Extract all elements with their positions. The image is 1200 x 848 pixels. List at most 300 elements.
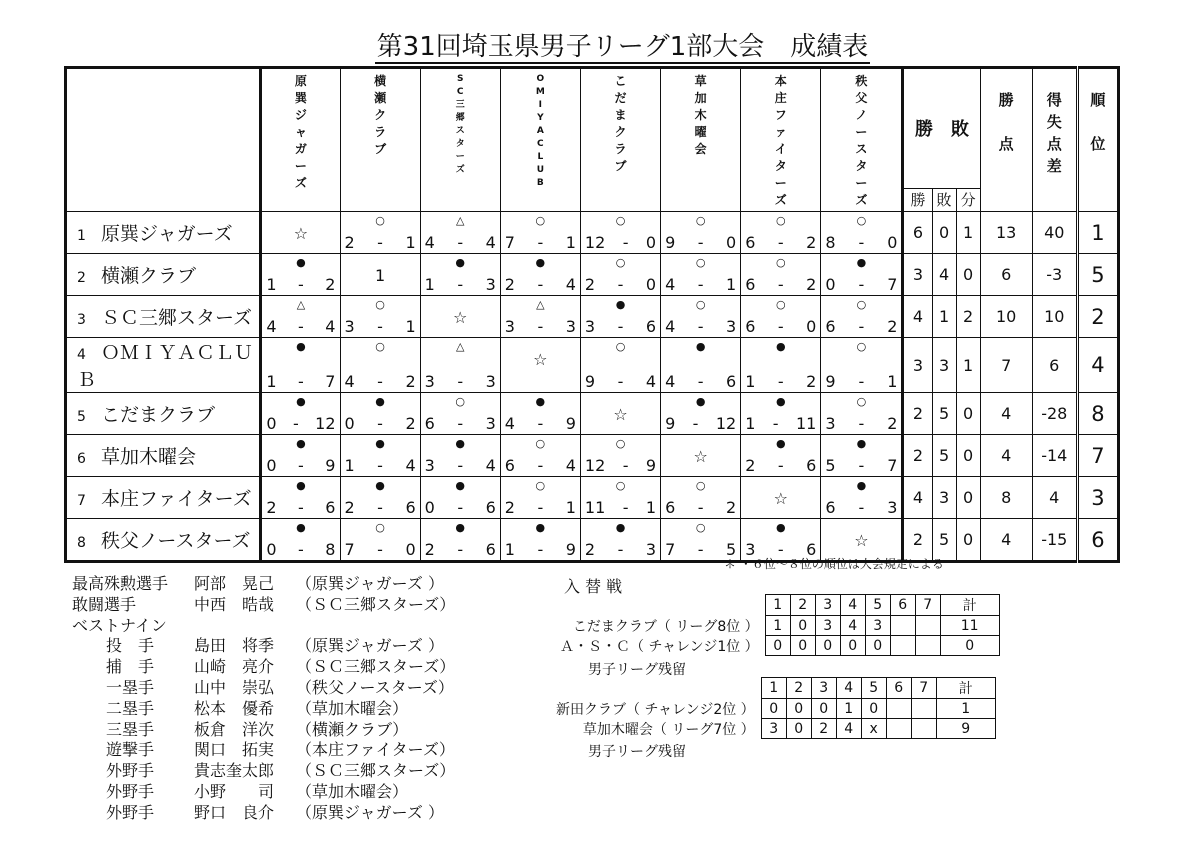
match-score: [825, 317, 897, 336]
result-mark: ●: [856, 437, 867, 450]
match-score: [825, 498, 897, 517]
result-mark: ●: [375, 437, 385, 450]
match-result: [420, 254, 500, 296]
team-row: [66, 296, 1119, 338]
result-mark: ●: [296, 256, 306, 269]
match-result: [580, 393, 660, 435]
inning-score: 0: [865, 636, 890, 656]
match-result: [580, 212, 660, 254]
match-result: [500, 296, 580, 338]
column-team-name: 横 瀬 ク ラ ブ: [340, 68, 420, 212]
losses-value: 4: [932, 254, 956, 296]
wins-value: 4: [903, 477, 932, 519]
inning-header: 2: [790, 595, 815, 616]
points-value: 13: [980, 212, 1032, 254]
match-result: [821, 393, 903, 435]
inning-header: 2: [786, 678, 811, 699]
score-for: 2: [745, 456, 756, 475]
match-result: [420, 477, 500, 519]
team-name: 原巽ジャガーズ: [101, 223, 233, 245]
match-result: [741, 296, 821, 338]
match-score: [345, 540, 416, 559]
inning-header: 3: [815, 595, 840, 616]
losses-value: 5: [932, 519, 956, 562]
score-for: 2: [504, 275, 515, 294]
match-result: [340, 393, 420, 435]
player-team: （ＳＣ三郷スターズ）: [296, 761, 456, 781]
score-for: 6: [424, 414, 435, 433]
rank-value: 6: [1077, 519, 1118, 562]
score-for: 0: [266, 456, 277, 475]
inning-header: 計: [940, 595, 999, 616]
score-against: 0: [726, 233, 737, 252]
score-dash: -: [617, 275, 624, 294]
match-result: [500, 519, 580, 562]
match-score: [345, 317, 416, 336]
self-match-star: ☆: [613, 405, 628, 424]
score-against: 3: [485, 414, 496, 433]
score-against: 5: [726, 540, 737, 559]
inning-score: [890, 636, 915, 656]
inning-score: 4: [836, 719, 861, 739]
score-dash: -: [622, 498, 629, 517]
score-dash: -: [697, 372, 704, 391]
score-for: 4: [665, 372, 676, 391]
score-for: 1: [424, 275, 435, 294]
score-for: 2: [504, 498, 515, 517]
draws-value: 0: [956, 254, 980, 296]
score-for: 7: [665, 540, 676, 559]
match-score: [745, 372, 816, 391]
score-against: 3: [485, 372, 496, 391]
score-for: 4: [665, 275, 676, 294]
wins-value: 2: [903, 519, 932, 562]
rank-header: 順 位: [1077, 68, 1118, 212]
score-against: 0: [405, 540, 416, 559]
playoff-team-row: [556, 699, 995, 719]
result-mark: ○: [695, 479, 706, 492]
match-result: [340, 212, 420, 254]
inning-header: 5: [861, 678, 886, 699]
team-row: [66, 212, 1119, 254]
result-mark: ●: [535, 521, 546, 534]
award-player: 中西 晧哉: [194, 594, 275, 614]
result-mark: ●: [455, 437, 466, 450]
result-mark: ○: [375, 340, 385, 353]
position: 二塁手: [106, 698, 155, 718]
playoff-team-label: こだまクラブ（ リーグ8位 ）: [572, 618, 759, 635]
losses-value: 5: [932, 393, 956, 435]
playoff-team-label: Ａ・Ｓ・Ｃ（ チャレンジ1位 ）: [560, 638, 759, 655]
inning-header: 6: [886, 678, 911, 699]
points-value: 6: [980, 254, 1032, 296]
score-dash: -: [537, 540, 544, 559]
score-dash: -: [377, 456, 383, 475]
team-row: [66, 519, 1119, 562]
score-dash: -: [697, 317, 704, 336]
draws-value: 0: [956, 477, 980, 519]
match-result: [340, 519, 420, 562]
match-score: [505, 456, 576, 475]
score-dash: -: [457, 372, 464, 391]
score-for: 6: [745, 233, 756, 252]
score-for: 3: [424, 456, 435, 475]
score-dash: -: [777, 317, 784, 336]
result-mark: ●: [296, 395, 306, 408]
score-dash: -: [298, 540, 304, 559]
match-score: [585, 540, 656, 559]
playoff-team-row: [560, 616, 999, 636]
player-name: 島田 将季: [194, 636, 275, 656]
inning-score: 2: [811, 719, 836, 739]
score-dash: -: [457, 233, 464, 252]
inning-score: 0: [765, 636, 790, 656]
match-result: [741, 393, 821, 435]
match-score: [585, 456, 656, 475]
score-for: 7: [504, 233, 515, 252]
match-result: [821, 296, 903, 338]
score-against: 2: [887, 414, 898, 433]
result-mark: ●: [296, 521, 306, 534]
wins-value: 6: [903, 212, 932, 254]
score-dash: -: [772, 414, 779, 433]
loss-col-header: 敗: [932, 188, 956, 211]
score-for: 9: [825, 372, 836, 391]
score-for: 6: [745, 275, 756, 294]
score-against: 1: [565, 498, 576, 517]
match-result: [340, 254, 420, 296]
score-dash: -: [777, 540, 784, 559]
match-result: [661, 296, 741, 338]
team-name: 草加木曜会: [101, 446, 197, 468]
standings-table: [64, 66, 1120, 563]
score-for: 2: [584, 540, 596, 559]
result-mark: ○: [856, 298, 867, 311]
score-dash: -: [777, 275, 784, 294]
score-dash: -: [858, 414, 865, 433]
player-team: （横瀬クラブ）: [296, 719, 409, 739]
match-result: [500, 393, 580, 435]
score-against: 9: [565, 414, 576, 433]
match-result: [420, 519, 500, 562]
team-name: こだまクラブ: [101, 404, 216, 426]
draws-value: 0: [956, 435, 980, 477]
score-against: 1: [565, 233, 576, 252]
score-for: 9: [584, 372, 596, 391]
match-result: [580, 338, 660, 393]
match-result: [661, 212, 741, 254]
team-number: 4: [77, 347, 86, 363]
wins-value: 2: [903, 435, 932, 477]
match-score: [585, 275, 656, 294]
score-dash: -: [858, 372, 865, 391]
score-dash: -: [697, 540, 704, 559]
award-row: [72, 574, 455, 595]
match-result: [821, 338, 903, 393]
score-against: 4: [325, 317, 336, 336]
score-dash: -: [537, 275, 544, 294]
match-score: [665, 372, 736, 391]
draws-value: 1: [956, 212, 980, 254]
match-result: [261, 477, 340, 519]
result-mark: ○: [695, 298, 706, 311]
goal-diff-value: -14: [1032, 435, 1077, 477]
score-against: 2: [806, 372, 817, 391]
inning-score: [890, 616, 915, 636]
match-score: [266, 540, 335, 559]
inning-header: 1: [765, 595, 790, 616]
score-for: 6: [504, 456, 515, 475]
match-score: [585, 233, 656, 252]
position: 三塁手: [106, 719, 155, 739]
wins-value: 4: [903, 296, 932, 338]
score-dash: -: [537, 233, 544, 252]
score-for: 2: [344, 233, 355, 252]
playoff-game-1-note: 男子リーグ残留: [588, 662, 686, 678]
score-for: 4: [266, 317, 277, 336]
match-result: [420, 212, 500, 254]
goal-diff-value: 40: [1032, 212, 1077, 254]
match-score: [345, 456, 416, 475]
score-dash: -: [617, 540, 624, 559]
score-for: 12: [584, 456, 606, 475]
score-against: 6: [726, 372, 737, 391]
result-mark: ○: [615, 437, 626, 450]
match-score: [505, 317, 576, 336]
score-dash: -: [457, 540, 464, 559]
match-score: [825, 233, 897, 252]
score-for: 9: [665, 233, 676, 252]
match-result: [741, 477, 821, 519]
match-score: [665, 317, 736, 336]
score-for: 12: [584, 233, 606, 252]
team-row: [66, 254, 1119, 296]
award-player: 阿部 晃己: [194, 574, 275, 593]
inning-score: [886, 699, 911, 719]
team-name: 秩父ノースターズ: [101, 530, 251, 552]
score-for: 4: [424, 233, 435, 252]
score-against: 4: [645, 372, 657, 391]
player-team: （ＳＣ三郷スターズ）: [296, 657, 456, 677]
playoff-header-row: [560, 595, 999, 616]
result-mark: ●: [455, 521, 466, 534]
result-mark: ○: [375, 214, 385, 227]
score-for: 1: [266, 275, 277, 294]
score-dash: -: [697, 233, 704, 252]
award-role: 敢闘選手: [72, 594, 137, 614]
team-row-header: [66, 477, 261, 519]
match-result: [261, 338, 340, 393]
total-score: 0: [940, 636, 999, 656]
inning-score: 4: [840, 616, 865, 636]
total-score: 9: [936, 719, 995, 739]
position: 外野手: [106, 802, 155, 822]
awards-list: [72, 574, 455, 824]
match-score: [505, 498, 576, 517]
inning-score: 0: [790, 636, 815, 656]
match-result: [340, 338, 420, 393]
match-score: [585, 498, 656, 517]
score-dash: -: [457, 414, 464, 433]
score-for: 0: [266, 414, 277, 433]
match-result: [500, 212, 580, 254]
score-against: 1: [645, 498, 657, 517]
total-score: 1: [936, 699, 995, 719]
match-result: [420, 435, 500, 477]
inning-header: 6: [890, 595, 915, 616]
position: 外野手: [106, 761, 155, 781]
best-nine-label: ベストナイン: [72, 615, 167, 635]
score-dash: -: [377, 540, 383, 559]
score-against: 9: [325, 456, 336, 475]
result-mark: ●: [296, 479, 306, 492]
result-mark: ●: [535, 256, 546, 269]
score-against: 4: [565, 456, 576, 475]
score-dash: -: [858, 233, 865, 252]
draws-value: 2: [956, 296, 980, 338]
player-team: （草加木曜会）: [296, 781, 409, 801]
inning-score: [915, 616, 940, 636]
score-against: 0: [806, 317, 817, 336]
result-mark: ●: [615, 521, 626, 534]
match-score: [266, 498, 335, 517]
match-result: [741, 254, 821, 296]
rank-value: 5: [1077, 254, 1118, 296]
match-score: [345, 233, 416, 252]
score-dash: -: [617, 372, 624, 391]
draw-col-header: 分: [956, 188, 980, 211]
match-result: [580, 519, 660, 562]
score-dash: -: [697, 498, 704, 517]
match-score: [665, 414, 736, 433]
team-number: 8: [77, 535, 86, 551]
inning-score: 1: [765, 616, 790, 636]
match-result: [661, 435, 741, 477]
score-for: 5: [825, 456, 836, 475]
match-score: [266, 275, 335, 294]
player-name: 松本 優希: [194, 698, 275, 718]
score-dash: -: [692, 414, 699, 433]
rank-value: 8: [1077, 393, 1118, 435]
playoff-title: 入 替 戦: [564, 577, 623, 596]
score-for: 3: [825, 414, 836, 433]
score-for: 1: [745, 372, 756, 391]
player-team: （秩父ノースターズ）: [296, 677, 454, 697]
team-row: [66, 338, 1119, 393]
match-result: [261, 393, 340, 435]
score-against: 6: [806, 540, 817, 559]
match-result: [420, 393, 500, 435]
match-score: [266, 372, 335, 391]
win-col-header: 勝: [903, 188, 932, 211]
team-number: 3: [77, 312, 86, 328]
diff-header: 得 失 点 差: [1032, 68, 1077, 212]
score-dash: -: [457, 456, 464, 475]
position: 捕 手: [106, 657, 155, 677]
goal-diff-value: 6: [1032, 338, 1077, 393]
team-row-header: [66, 296, 261, 338]
win-loss-header: 勝 敗: [903, 68, 980, 189]
result-mark: ○: [535, 437, 546, 450]
column-team-name: 秩 父 ノ ー ス タ ー ズ: [821, 68, 903, 212]
match-result: [661, 254, 741, 296]
match-score: [505, 540, 576, 559]
result-mark: ○: [856, 340, 867, 353]
score-against: 3: [565, 317, 576, 336]
match-result: [500, 435, 580, 477]
result-mark: ●: [775, 521, 786, 534]
score-for: 3: [504, 317, 515, 336]
score-against: 6: [325, 498, 336, 517]
score-for: 0: [266, 540, 277, 559]
score-against: 7: [887, 275, 898, 294]
match-result: [261, 296, 340, 338]
match-result: [580, 477, 660, 519]
column-team-name: O M I Y A C L U B: [500, 68, 580, 212]
inning-score: 0: [811, 699, 836, 719]
match-result: [500, 338, 580, 393]
result-mark: ●: [775, 437, 786, 450]
playoff-team-row: [556, 719, 995, 739]
award-row: [72, 595, 455, 616]
player-name: 山中 崇弘: [194, 677, 275, 697]
position: 遊撃手: [106, 740, 155, 760]
match-score: [345, 372, 416, 391]
score-for: 7: [344, 540, 355, 559]
match-result: [741, 435, 821, 477]
position: 外野手: [106, 781, 155, 801]
score-against: 6: [405, 498, 416, 517]
result-mark: ●: [296, 340, 306, 353]
inning-score: 0: [761, 699, 786, 719]
score-dash: -: [298, 317, 304, 336]
points-value: 10: [980, 296, 1032, 338]
inning-header: 4: [836, 678, 861, 699]
team-number: 7: [77, 493, 86, 509]
match-score: [266, 456, 335, 475]
match-result: [821, 477, 903, 519]
wins-value: 3: [903, 254, 932, 296]
match-result: [661, 338, 741, 393]
best-nine-row: [72, 761, 455, 782]
score-for: 0: [424, 498, 435, 517]
match-result: [661, 477, 741, 519]
score-against: 2: [887, 317, 898, 336]
match-score: [745, 456, 816, 475]
result-mark: ○: [455, 395, 466, 408]
score-for: 4: [504, 414, 515, 433]
inning-header: 3: [811, 678, 836, 699]
score-dash: -: [777, 372, 784, 391]
best-nine-row: [72, 699, 455, 720]
points-header: 勝 点: [980, 68, 1032, 212]
award-team: （ＳＣ三郷スターズ）: [296, 594, 456, 614]
match-result: [821, 435, 903, 477]
match-score: [266, 414, 335, 433]
inning-score: x: [861, 719, 886, 739]
inning-score: 0: [786, 719, 811, 739]
result-mark: ○: [375, 521, 385, 534]
match-result: [261, 212, 340, 254]
score-dash: -: [858, 275, 865, 294]
score-for: 6: [825, 498, 836, 517]
score-for: 2: [266, 498, 277, 517]
playoff-header-row: [556, 678, 995, 699]
draws-value: 0: [956, 519, 980, 562]
match-score: [425, 414, 496, 433]
result-mark: ○: [535, 479, 546, 492]
score-against: 4: [485, 456, 496, 475]
